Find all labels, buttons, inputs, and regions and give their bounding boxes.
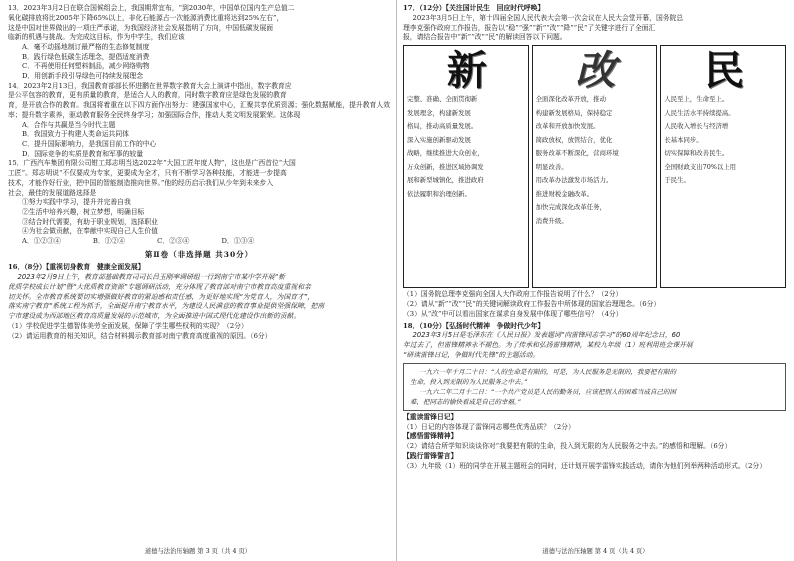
q15-stem-line: 技术，才能作好行业，把中国的智能制造推向世界。”他的经历启示我们从少年到未来步入 (8, 178, 274, 187)
q18-section-label: 【重读雷锋日记】 (403, 412, 458, 421)
q14-stem-line: 是公平包容的教育，更有质量的教育，是适合人人的教育，同时数字教育应是绿色发展的教育 (8, 91, 287, 100)
q13-option-d: D．用创新手段引导绿色可持续发展理念 (22, 71, 143, 80)
poster-line: 明显改善。 (535, 162, 568, 171)
q13-stem-line: 临新的机遇与挑战。为完成这目标，作为中学生，我们应该 (8, 33, 185, 42)
poster-line: 全国财政支出70%以上用 (664, 162, 737, 171)
q16-heading: 16．（8分）【重视切身教育 健康全面发展】 (8, 263, 145, 272)
q16-question-2: （2）请运用教育的相关知识，结合材料揭示教育部对南宁教育高度重视的原因。（6分） (8, 331, 272, 340)
part2-title: 第Ⅱ卷（非选择题 共30分） (144, 250, 254, 260)
q14-stem-line: 14．2023年2月13日，我国教育部部长怀进鹏在世界数字教育大会上演讲中指出，数字教育应 (8, 81, 292, 90)
keyword-poster (403, 45, 786, 288)
q16-body-line: 2023年2月9日上午，教育部基础教育司司长吕玉刚率调研组一行到南宁市某中学开展“新 (17, 273, 285, 282)
q16-body-line: 落实南宁教育“系统工程为抓手，全面提升南宁教育水平，为建设人民满意的教育事业提供坚强保障，把南 (8, 302, 325, 311)
poster-line: 展和新型城镇化，推进政府 (407, 176, 484, 185)
diary-line: 难，把同志的愉快看成是自己的幸福。” (410, 397, 521, 406)
question-16 (8, 263, 390, 341)
q15-item: ④为社会做贡献，在奉献中实现自己人生价值 (22, 227, 158, 236)
q17-stem-line: 2023年3月5日上午，第十四届全国人民代表大会第一次会议在人民大会堂开幕，国务院总 (412, 13, 684, 22)
poster-column-people (660, 45, 786, 288)
q18-section-label: 【感悟雷锋精神】 (403, 432, 458, 441)
q18-heading: 18．（10分）【弘扬时代精神 争做时代少年】 (403, 321, 545, 330)
poster-line: 发展理念，构建新发展 (407, 108, 471, 117)
q14-option-b: B．我国致力于构建人类命运共同体 (22, 130, 129, 139)
q15-option-c: C．②③④ (157, 236, 190, 245)
q17-question-2: （2）请从“新”“改”“民”的关键词解读政府工作报告中所体现的国家治理理念。（6分） (403, 299, 661, 308)
question-18 (403, 322, 786, 472)
q17-question-3: （3）从“改”中可以看出国家在谋求自身发展中体现了哪些信号？（4分） (403, 309, 623, 318)
q14-option-c: C．提升国际影响力，是我国目前工作的中心 (22, 139, 157, 148)
q15-stem-line: 工匠”。郑志明说“不仅要成为专家，更要成为全才，只有不断学习各种技能，才能进一步提高 (8, 168, 287, 177)
q16-body-line: 切关怀。全市教育系统要切实增强做好教育的紧迫感和责任感，为更好地实现“为党育人，为国育才”， (8, 292, 315, 301)
q17-heading: 17．（12分）【关注国计民生 回应时代呼唤】 (403, 4, 545, 12)
diary-excerpt-box (403, 363, 786, 411)
q15-item: ③结合时代需要，有助于职业规划，选择职业 (22, 217, 158, 226)
q13-stem-line: 这是中国对世界做出的一项庄严承诺，为我国经济社会发展指明了方向，中国低碳发展面 (8, 23, 274, 32)
question-14 (8, 82, 390, 160)
poster-line: 构建新发展格局，保持稳定 (535, 108, 613, 117)
q15-item: ①努力实践中学习，提升并完善自我 (22, 198, 131, 207)
q18-section-label: 【践行雷锋誓言】 (403, 451, 458, 460)
q15-option-d: D．①③④ (221, 236, 255, 245)
q17-question-1: （1）国务院总理李克强向全国人大作政府工作报告说明了什么？（2分） (403, 290, 623, 299)
keyword-people-graphic: 民 (704, 48, 743, 95)
poster-line: 用改革办法激发市场活力。 (535, 176, 613, 185)
question-13 (8, 4, 390, 82)
poster-line: 全面深化改革开放，推动 (535, 95, 606, 104)
q16-body-line: 优质学校成长计划”暨“大优质教育资源”专题调研活动，充分体现了教育部对南宁市教育高度重视和亲 (8, 282, 311, 291)
poster-line: 加快完成深化改革任务， (535, 203, 606, 212)
poster-line: 推进财税金融改革。 (535, 189, 594, 198)
q15-item: ②生活中培养兴趣，树立梦想，明确目标 (22, 207, 145, 216)
poster-line: 人民至上，生命至上。 (664, 95, 729, 104)
poster-line: 于民生。 (664, 176, 690, 185)
q13-option-b: B．践行绿色低碳生活理念，提倡适度消费 (22, 52, 150, 61)
q18-question-2: （2）请结合所学知识谈谈你对“我要把有限的生命，投入到无限的为人民服务之中去。”的感悟和理解。（6分） (403, 442, 732, 451)
poster-line: 格局，推动高质量发展。 (407, 122, 478, 131)
poster-line: 长基本同步。 (664, 135, 703, 144)
q15-options (22, 237, 390, 247)
q18-stem-line: 年过去了，但雷锋精神永不褪色。为了传承和弘扬雷锋精神，某校九年级（1）班利用班会课开展 (403, 341, 693, 350)
page-footer: 道德与法治压轴题 第 3 页（共 4 页） (144, 548, 252, 555)
poster-line: 改革和开放加快发展。 (535, 122, 600, 131)
q15-stem-line: 社会，最佳的发展道路选择是 (8, 188, 97, 197)
poster-line: 消费升级。 (535, 216, 568, 225)
q16-body-line: 宁市建设成为西部地区教育高质量发展的示范城市，为全面推进中国式现代化建设作出新的贡献。 (8, 312, 301, 321)
poster-line: 切实保障和改善民生。 (664, 149, 729, 158)
poster-line: 依法履职和治理创新。 (407, 189, 471, 198)
poster-line: 人民生活水平持续提高。 (664, 108, 735, 117)
q13-option-c: C．不再使用任何塑料制品，减少网络购物 (22, 62, 150, 71)
poster-line: 人民收入增长与经济增 (664, 122, 729, 131)
poster-column-new (403, 45, 529, 288)
q18-question-1: （1）日记的内容体现了雷锋同志哪些优秀品质？（2分） (403, 422, 575, 431)
poster-line: 简政放权，放管结合，优化 (535, 135, 613, 144)
q14-option-a: A．合作与共赢是当今时代主题 (22, 120, 116, 129)
q14-stem-line: 育，是开放合作的教育。我国将着重在以下四方面作出努力：建强国家中心，汇聚共享优质资源；强化数据赋能，提升教育人效率；提升数字素养，驱动教育服务全民终身学习；加强国际合作，推动人类文明发展繁荣。这体现 (8, 101, 390, 119)
keyword-reform-graphic: 改 (575, 48, 614, 95)
q15-option-b: B．①②④ (92, 236, 126, 245)
poster-line: 深入实施创新驱动发展 (407, 135, 471, 144)
keyword-new-graphic: 新 (446, 48, 485, 95)
q16-question-1: （1）学校促进学生德智体美劳全面发展，保障了学生哪些权利的实现？（2分） (8, 322, 248, 331)
poster-line: 战略，继续推进大众创业， (407, 149, 484, 158)
exam-page-4 (397, 0, 794, 561)
q13-option-a: A．毫不动摇地制订最严格的生态修复制度 (22, 43, 150, 52)
q18-stem-line: “研读雷锋日记，争做时代先锋”的主题活动。 (403, 350, 540, 359)
diary-line: 一九六二年二月十二日：“一个共产党员是人民的勤务员，应该把别人的困难当成自己的困 (419, 387, 676, 396)
q13-stem-line: 氧化碳排放将比2005年下降65%以上，非化石能源占一次能源消费比重将达到25%左右”， (8, 13, 284, 22)
poster-column-reform (532, 45, 658, 288)
page-footer: 道德与法治压轴题 第 4 页（共 4 页） (542, 548, 649, 555)
q14-option-d: D．国际竞争的实质是教育和军事的较量 (22, 149, 143, 158)
q17-stem-line: 理李克强作政府工作报告，报告以“稳”“强”“新”“改”“降”“民”了关键字进行了全面汇 (403, 23, 656, 32)
question-15 (8, 159, 390, 246)
q17-stem-line: 报，请结合报告中“新”“改”“民”的解读回答以下问题。 (403, 33, 567, 42)
diary-line: 一九六一年十月二十日：“人的生命是有限的，可是，为人民服务是无限的，我要把有限的 (419, 367, 676, 376)
q18-question-3: （3）九年级（1）班的同学在开展主题班会的同时，还计划开展学雷锋实践活动，请你为他们列举两种活动形式。（2分） (403, 461, 767, 470)
q18-stem-line: 2023年3月5日是毛泽东在《人民日报》发表题词“向雷锋同志学习”的60周年纪念日，60 (412, 331, 681, 340)
poster-line: 服务改革不断深化，营商环境 (535, 149, 619, 158)
q15-option-a: A．①②③④ (22, 236, 61, 245)
poster-line: 万众创新，推进区域协调发 (407, 162, 484, 171)
diary-line: 生命，投入到无限的为人民服务之中去。” (410, 377, 528, 386)
q13-stem-line: 13．2023年3月2日在联合国候组会上，我国期常宜布，“到2030年，中国单位国内生产总值二 (8, 4, 295, 12)
poster-line: 完整、准确、全面贯彻新 (407, 95, 478, 104)
question-17 (403, 4, 786, 320)
q15-stem-line: 15．广西汽车集团有限公司钳工郑志明当选2022年“大国工匠年度人物”，这也是广西首位“大国 (8, 159, 296, 168)
